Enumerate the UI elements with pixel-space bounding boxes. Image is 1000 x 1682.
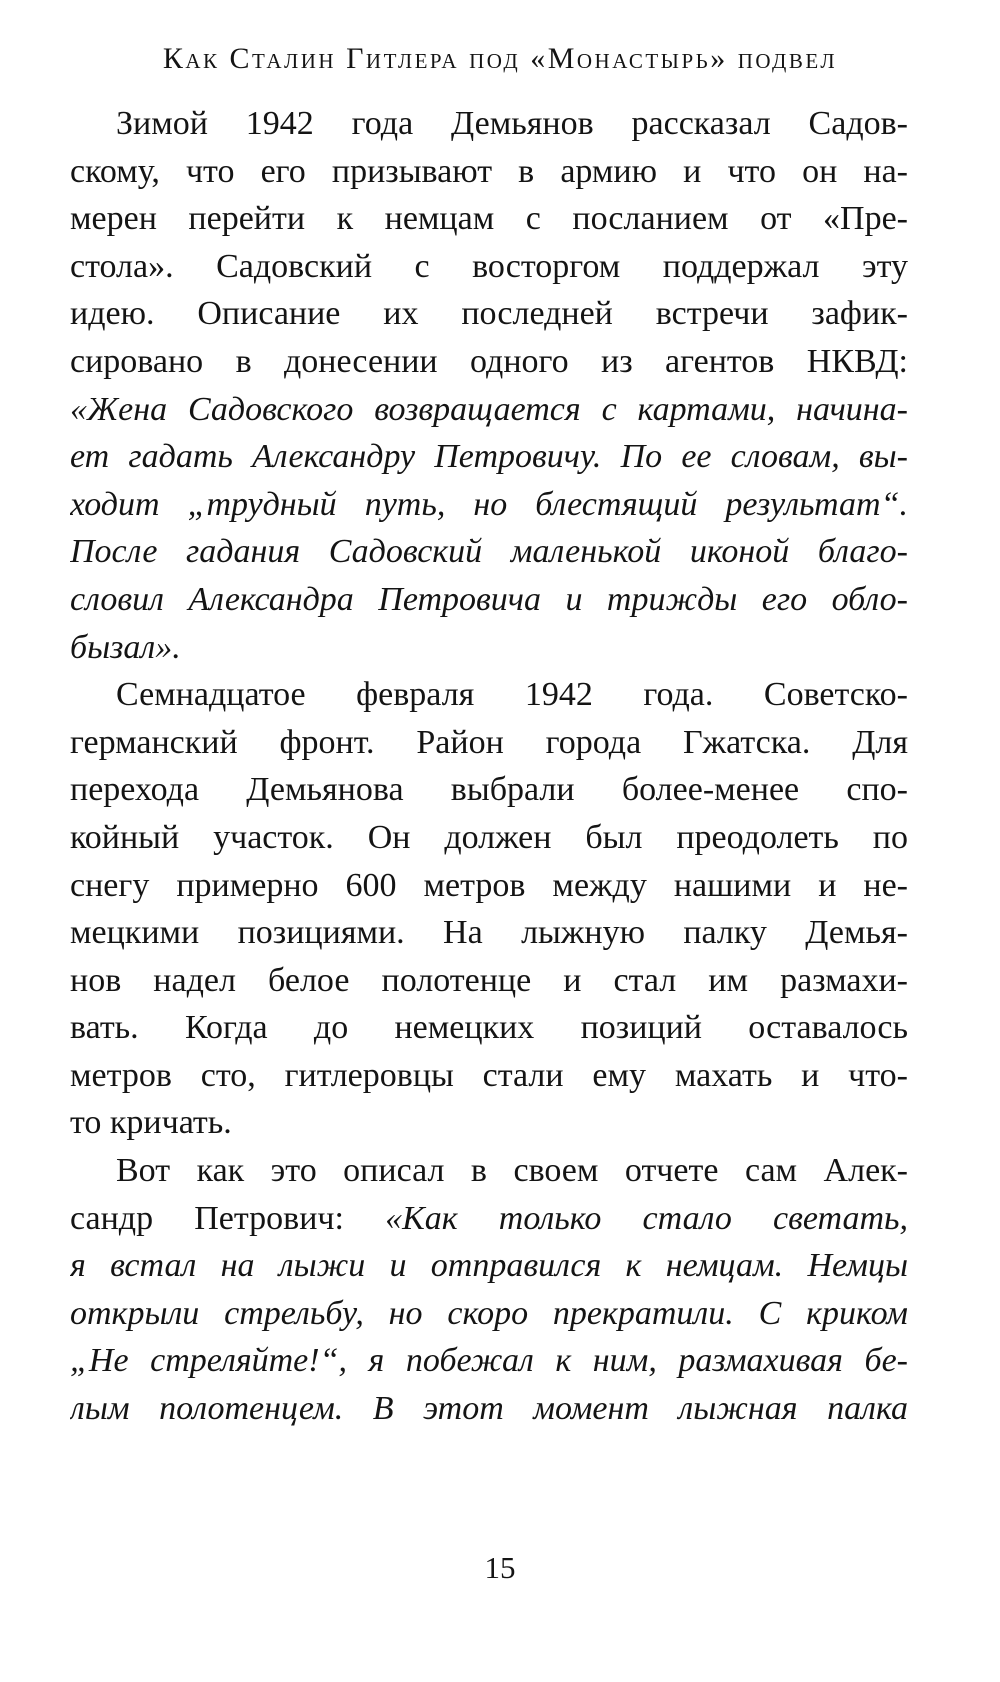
- text-line: [70, 909, 908, 957]
- text-segment: мерен перейти к немцам с посланием от «Пре-: [70, 200, 908, 238]
- quote-text-segment: ет гадать Александру Петровичу. По ее словам, вы-: [70, 438, 908, 476]
- text-line: [70, 528, 908, 576]
- text-line: [70, 814, 908, 862]
- text-line: [70, 862, 908, 910]
- text-line: [70, 1290, 908, 1338]
- running-header: Как Сталин Гитлера под «Монастырь» подвел: [162, 42, 838, 75]
- text-segment: стола». Садовский с восторгом поддержал эту: [70, 247, 908, 285]
- quote-text-segment: бызал».: [70, 628, 181, 666]
- text-segment: скому, что его призывают в армию и что он на-: [70, 152, 908, 190]
- quote-text-segment: я встал на лыжи и отправился к немцам. Немцы: [70, 1247, 908, 1285]
- page-number: 15: [484, 1550, 516, 1585]
- quote-text-segment: словил Александра Петровича и трижды его обло-: [70, 580, 908, 618]
- text-segment: германский фронт. Район города Гжатска. Для: [70, 723, 908, 761]
- text-body: [70, 100, 908, 1433]
- text-line: [70, 100, 908, 148]
- text-line: [70, 290, 908, 338]
- text-line: [70, 243, 908, 291]
- text-segment: сандр Петрович:: [70, 1199, 386, 1237]
- text-line: [70, 1099, 908, 1147]
- paragraph: [70, 100, 908, 671]
- text-segment: Зимой 1942 года Демьянов рассказал Садов-: [116, 105, 908, 142]
- text-line: [70, 1147, 908, 1195]
- text-segment: Семнадцатое февраля 1942 года. Советско-: [116, 676, 908, 714]
- text-line: [70, 1195, 908, 1243]
- text-segment: койный участок. Он должен был преодолеть по: [70, 818, 908, 856]
- quote-text-segment: лым полотенцем. В этот момент лыжная палка: [70, 1390, 908, 1428]
- quote-text-segment: открыли стрельбу, но скоро прекратили. С криком: [70, 1294, 908, 1332]
- text-line: [70, 624, 908, 672]
- text-segment: снегу примерно 600 метров между нашими и не-: [70, 866, 908, 904]
- text-segment: то кричать.: [70, 1104, 232, 1142]
- text-line: [70, 671, 908, 719]
- text-line: [70, 1242, 908, 1290]
- paragraph: [70, 671, 908, 1147]
- text-line: [70, 338, 908, 386]
- text-line: [70, 576, 908, 624]
- text-line: [70, 195, 908, 243]
- quote-text-segment: «Как только стало светать,: [385, 1199, 908, 1237]
- text-line: [70, 1337, 908, 1385]
- text-segment: вать. Когда до немецких позиций оставалось: [70, 1009, 908, 1047]
- paragraph: [70, 1147, 908, 1433]
- text-line: [70, 957, 908, 1005]
- text-line: [70, 1004, 908, 1052]
- text-segment: перехода Демьянова выбрали более-менее спо-: [70, 771, 908, 809]
- text-line: [70, 719, 908, 767]
- text-line: [70, 1052, 908, 1100]
- quote-text-segment: ходит „трудный путь, но блестящий результат“.: [70, 485, 908, 523]
- text-line: [70, 148, 908, 196]
- quote-text-segment: „Не стреляйте!“, я побежал к ним, размахивая бе-: [70, 1342, 908, 1380]
- text-line: [70, 433, 908, 481]
- text-line: [70, 386, 908, 434]
- text-line: [70, 1385, 908, 1433]
- text-segment: сировано в донесении одного из агентов НКВД:: [70, 342, 908, 380]
- text-segment: метров сто, гитлеровцы стали ему махать и что-: [70, 1056, 908, 1094]
- text-segment: мецкими позициями. На лыжную палку Демья-: [70, 914, 908, 952]
- text-segment: идею. Описание их последней встречи зафик-: [70, 295, 908, 333]
- quote-text-segment: «Жена Садовского возвращается с картами, начина-: [70, 390, 908, 428]
- text-segment: Вот как это описал в своем отчете сам Алек-: [116, 1152, 908, 1190]
- text-segment: нов надел белое полотенце и стал им размахи-: [70, 961, 908, 999]
- text-line: [70, 766, 908, 814]
- text-line: [70, 481, 908, 529]
- quote-text-segment: После гадания Садовский маленькой иконой благо-: [70, 533, 908, 571]
